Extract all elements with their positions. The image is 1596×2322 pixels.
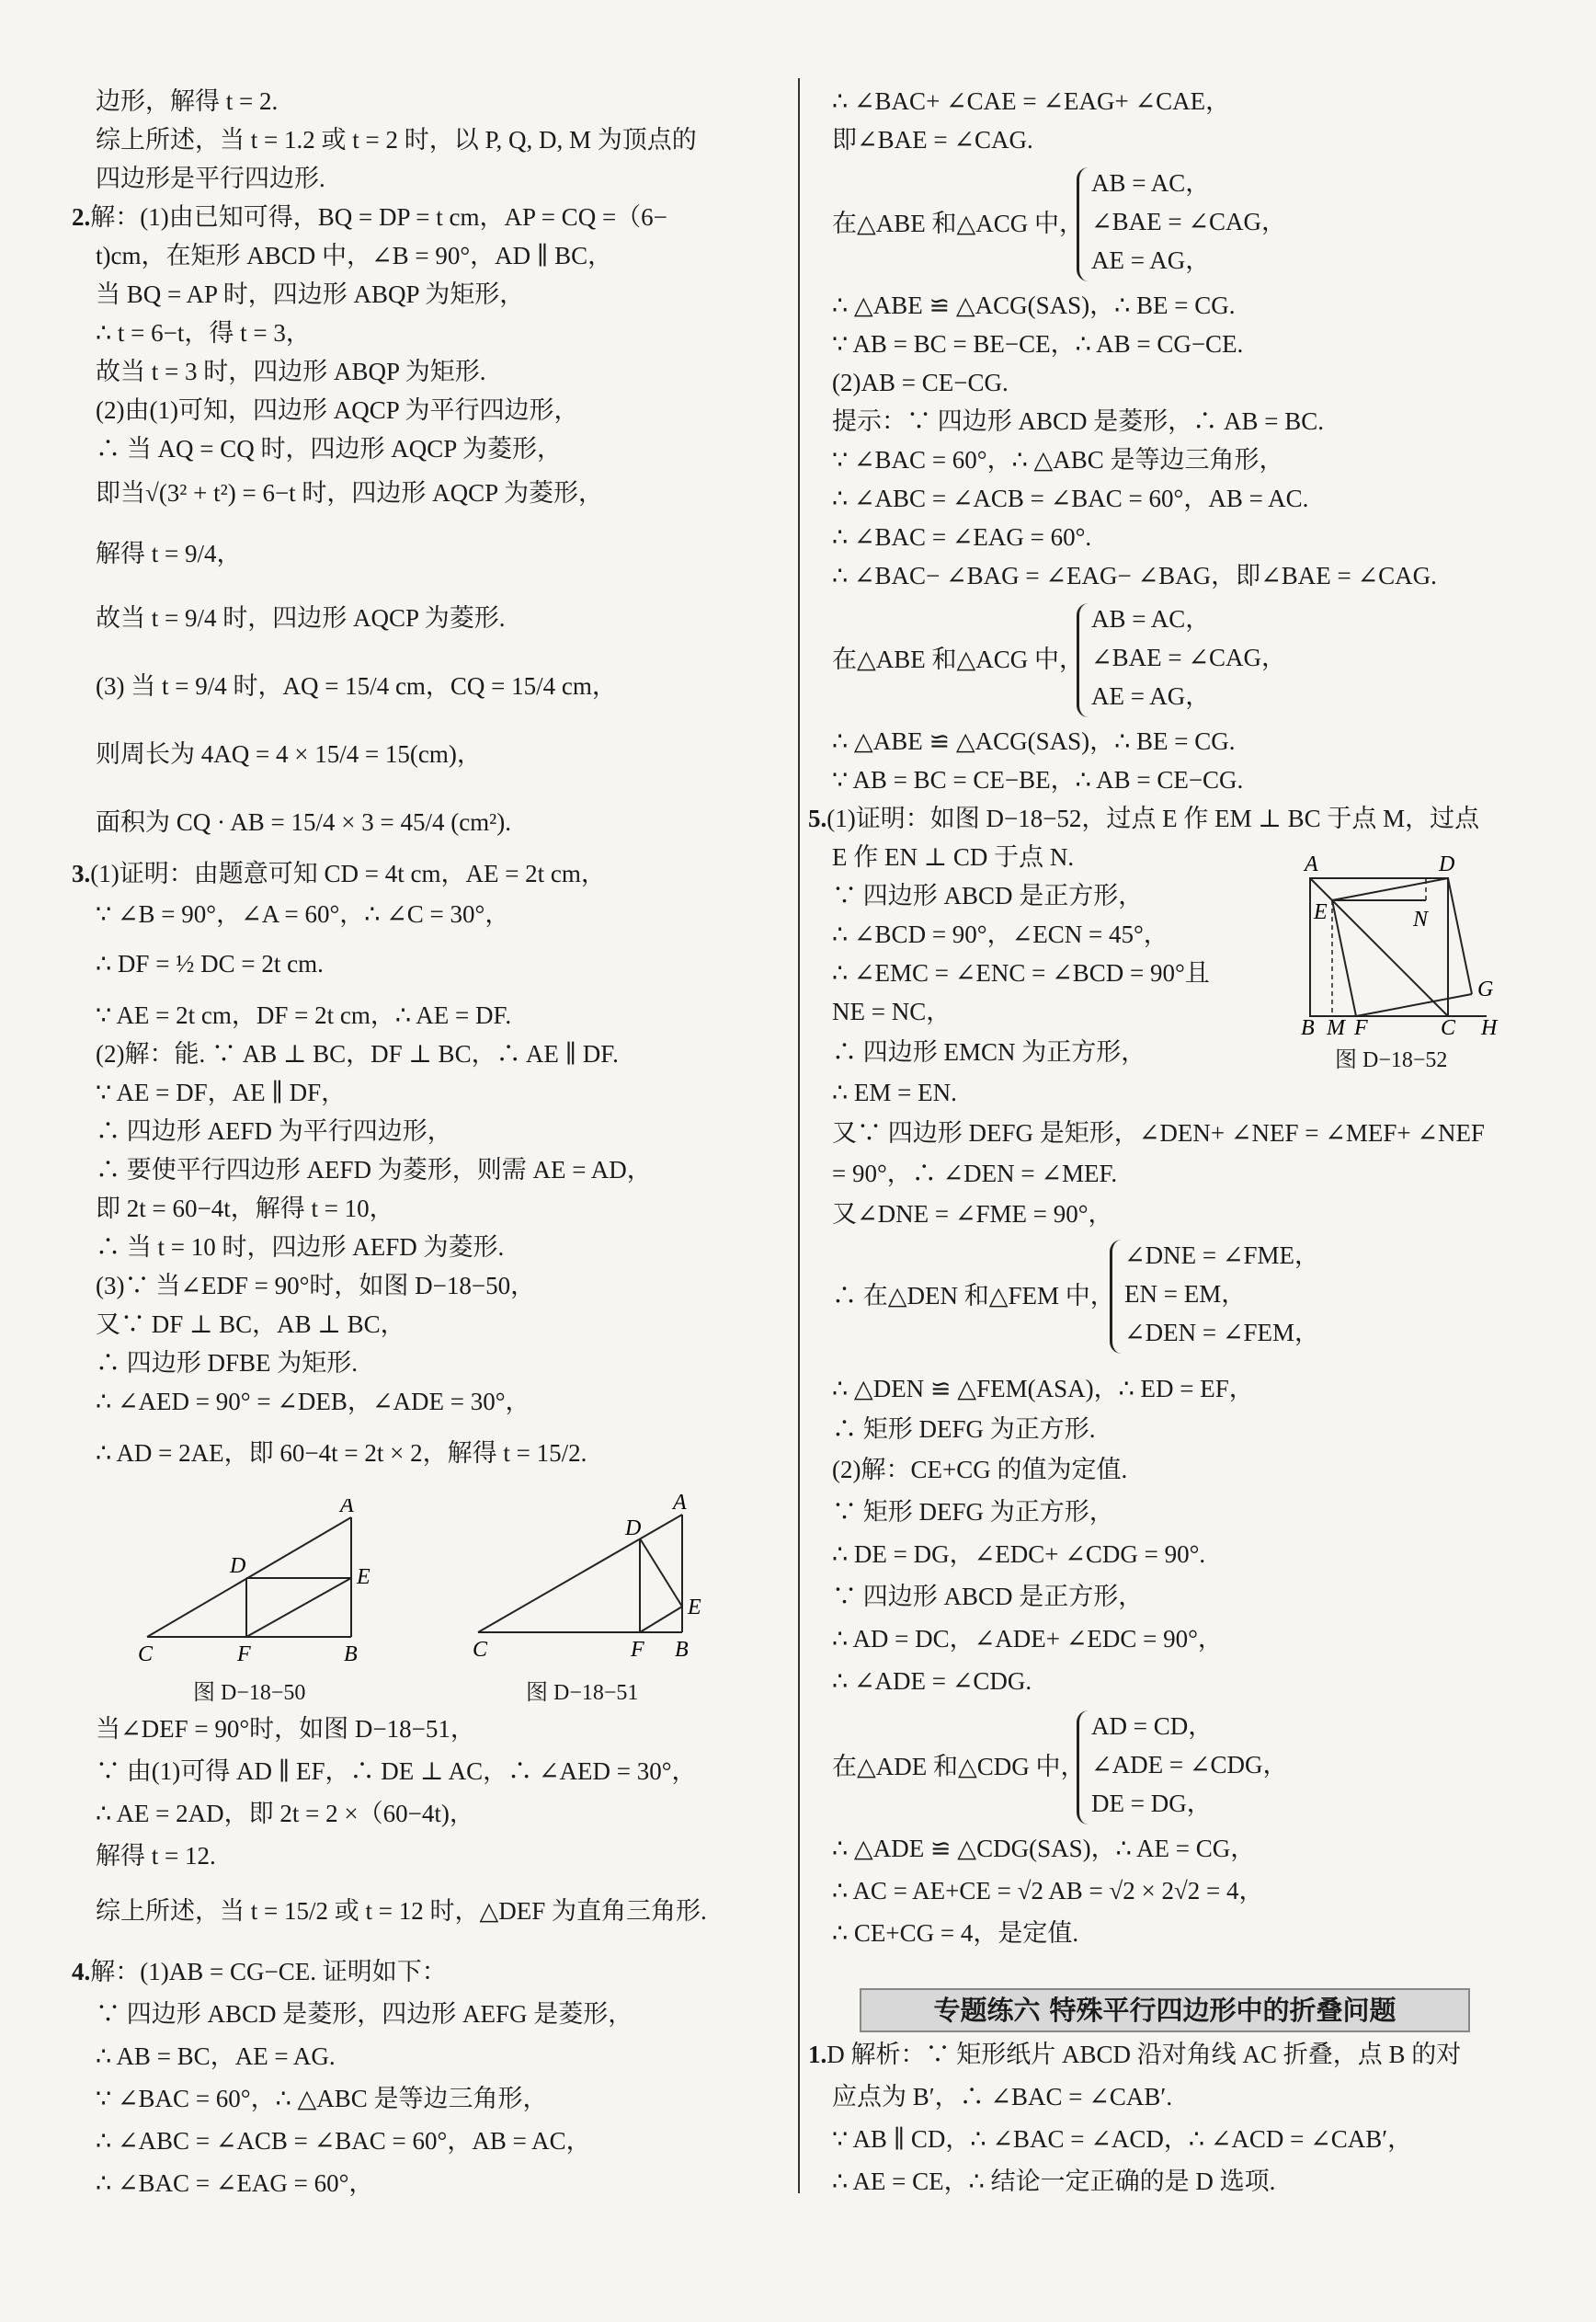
text-line <box>96 278 524 311</box>
text-line <box>832 482 1308 515</box>
line-text: ∵ AB = BC = CE−BE，∴ AB = CE−CG. <box>832 766 1244 794</box>
line-text: ∴ 当 AQ = CQ 时，四边形 AQCP 为菱形， <box>96 435 563 463</box>
text-line <box>96 1076 346 1109</box>
text-line <box>96 537 241 570</box>
line-text: ∴ ∠BAC = ∠EAG = 60°， <box>96 2169 374 2197</box>
line-text: ∴ ∠EMC = ∠ENC = ∠BCD = 90°且 <box>832 959 1210 987</box>
system-row: ∠BAE = ∠CAG， <box>1091 208 1286 235</box>
system-row: ∠BAE = ∠CAG， <box>1091 644 1286 671</box>
line-text: ∴ AE = 2AD，即 2t = 2 ×（60−4t)， <box>96 1800 474 1827</box>
text-line <box>832 2122 1412 2156</box>
line-text: ∴ △ADE ≌ △CDG(SAS)，∴ AE = CG， <box>832 1835 1256 1862</box>
text-line <box>96 2082 548 2115</box>
line-text: 故当 t = 9/4 时，四边形 AQCP 为菱形. <box>96 604 506 632</box>
system-row: ∠DNE = ∠FME， <box>1124 1241 1319 1269</box>
text-line <box>832 1413 1096 1446</box>
system-prefix: 在△ABE 和△ACG 中， <box>832 646 1085 673</box>
text-line <box>96 1755 697 1788</box>
system-row: AB = AC， <box>1091 605 1211 633</box>
line-text: 解得 t = 12. <box>96 1842 216 1870</box>
label-a: A <box>673 1494 687 1515</box>
line-text: ∴ △ABE ≌ △ACG(SAS)，∴ BE = CG. <box>832 292 1236 319</box>
line-text: (2)解：CE+CG 的值为定值. <box>832 1456 1128 1483</box>
line-text: ∵ AB = BC = BE−CE，∴ AB = CG−CE. <box>832 330 1244 358</box>
system-row: AB = AC， <box>1091 169 1211 197</box>
text-line <box>832 956 1210 989</box>
system-row: AE = AG， <box>1091 682 1211 710</box>
text-line <box>96 432 562 465</box>
line-text: ∵ 矩形 DEFG 为正方形， <box>832 1498 1114 1526</box>
line-text: ∴ 矩形 DEFG 为正方形. <box>832 1415 1096 1443</box>
line-text: NE = NC， <box>832 998 952 1025</box>
line-text: (2)解：能. ∵ AB ⊥ BC，DF ⊥ BC，∴ AE ∥ DF. <box>96 1040 619 1068</box>
line-text: ∴ EM = EN. <box>832 1079 957 1106</box>
item-number: 1. <box>808 2041 827 2068</box>
system-row: ∠DEN = ∠FEM， <box>1124 1319 1319 1346</box>
text-line <box>96 898 509 931</box>
text-line <box>96 1839 216 1872</box>
line-text: ∴ ∠AED = 90° = ∠DEB，∠ADE = 30°， <box>96 1388 530 1415</box>
text-line <box>96 999 511 1032</box>
figure-d-18-52-caption: 图 D−18−52 <box>1335 1048 1448 1072</box>
text-line <box>96 476 603 509</box>
line-text: ∴ t = 6−t，得 t = 3， <box>96 319 311 347</box>
label-f: F <box>631 1638 644 1662</box>
brace <box>1077 603 1089 717</box>
line-text: ∴ AB = BC，AE = AG. <box>96 2042 336 2070</box>
system-prefix: 在△ADE 和△CDG 中， <box>832 1753 1086 1780</box>
text-line <box>832 1197 1113 1230</box>
figure-d-18-50-caption: 图 D−18−50 <box>193 1681 306 1705</box>
text-line <box>832 1580 1143 1613</box>
text-line <box>96 1115 452 1148</box>
text-line <box>72 857 606 890</box>
label-e: E <box>1314 900 1328 924</box>
text-line <box>96 1308 405 1341</box>
line-text: ∴ AD = 2AE，即 60−4t = 2t × 2，解得 t = 15/2. <box>96 1439 587 1467</box>
line-text: (1)证明：由题意可知 CD = 4t cm，AE = 2t cm， <box>90 860 606 887</box>
text-line <box>832 520 1091 554</box>
text-line <box>832 1035 1146 1069</box>
line-text: 又∵ 四边形 DEFG 是矩形，∠DEN+ ∠NEF = ∠MEF+ ∠NEF <box>832 1119 1485 1147</box>
text-line <box>96 1797 474 1830</box>
line-text: 即当√(3² + t²) = 6−t 时，四边形 AQCP 为菱形， <box>96 479 603 507</box>
line-text: ∵ AE = 2t cm，DF = 2t cm，∴ AE = DF. <box>96 1001 512 1029</box>
text-line <box>832 763 1243 796</box>
label-c: C <box>473 1638 488 1662</box>
item-number: 4. <box>72 1958 91 1985</box>
line-text: ∴ AC = AE+CE = √2 AB = √2 × 2√2 = 4， <box>832 1877 1264 1904</box>
system-row: AD = CD， <box>1091 1712 1214 1740</box>
text-line <box>832 1622 1223 1655</box>
label-c: C <box>1441 1016 1456 1035</box>
line-text: 解：(1)由已知可得，BQ = DP = t cm，AP = CQ =（6− <box>90 203 667 231</box>
label-d: D <box>230 1554 246 1578</box>
line-text: ∴ △DEN ≌ △FEM(ASA)，∴ ED = EF， <box>832 1375 1254 1402</box>
line-text: ∴ DE = DG，∠EDC+ ∠CDG = 90°. <box>832 1540 1206 1568</box>
text-line <box>832 366 1009 399</box>
text-line <box>832 1372 1254 1405</box>
text-line <box>96 239 612 272</box>
label-n: N <box>1413 908 1429 932</box>
line-text: 综上所述，当 t = 1.2 或 t = 2 时，以 P, Q, D, M 为顶点的 <box>96 126 697 154</box>
text-line <box>96 738 482 771</box>
line-text: (2)AB = CE−CG. <box>832 369 1009 396</box>
line-text: ∴ 当 t = 10 时，四边形 AEFD 为菱形. <box>96 1233 505 1261</box>
item-number: 5. <box>808 805 827 832</box>
line-text: = 90°，∴ ∠DEN = ∠MEF. <box>832 1160 1118 1187</box>
line-text: 提示：∵ 四边形 ABCD 是菱形，∴ AB = BC. <box>832 407 1325 435</box>
brace <box>1110 1240 1122 1354</box>
text-line <box>96 85 278 118</box>
line-text: ∵ ∠BAC = 60°，∴ △ABC 是等边三角形， <box>832 446 1284 474</box>
text-line <box>96 1385 530 1418</box>
system-prefix: ∴ 在△DEN 和△FEM 中， <box>832 1282 1115 1310</box>
line-text: 四边形是平行四边形. <box>96 165 325 192</box>
text-line <box>832 995 951 1028</box>
text-line <box>832 327 1243 360</box>
brace <box>1077 1710 1089 1824</box>
text-line <box>96 355 486 388</box>
line-text: ∴ 四边形 AEFD 为平行四边形， <box>96 1117 452 1145</box>
line-text: ∴ 要使平行四边形 AEFD 为菱形，则需 AE = AD， <box>96 1156 652 1184</box>
text-line <box>832 123 1033 156</box>
text-line <box>832 443 1284 476</box>
text-line <box>832 2080 1172 2113</box>
line-text: 当∠DEF = 90°时，如图 D−18−51， <box>96 1715 475 1743</box>
text-line <box>808 2038 1461 2071</box>
text-line <box>96 669 617 703</box>
line-text: ∴ △ABE ≌ △ACG(SAS)，∴ BE = CG. <box>832 727 1236 755</box>
text-line <box>96 2040 336 2073</box>
brace <box>1077 167 1089 281</box>
label-d: D <box>1439 852 1455 876</box>
text-line <box>96 1436 587 1470</box>
label-b: B <box>1301 1016 1315 1035</box>
line-text: 即 2t = 60−4t，解得 t = 10， <box>96 1195 394 1222</box>
text-line <box>96 162 325 195</box>
text-line <box>96 2167 373 2200</box>
text-line <box>96 1037 619 1070</box>
text-line <box>72 200 667 234</box>
label-g: G <box>1477 978 1494 1001</box>
label-e: E <box>688 1596 701 1619</box>
text-line <box>832 2165 1275 2198</box>
line-text: ∵ 四边形 ABCD 是菱形，四边形 AEFG 是菱形， <box>96 2000 633 2028</box>
column-divider <box>798 78 800 2193</box>
line-text: ∵ AE = DF，AE ∥ DF， <box>96 1079 347 1106</box>
item-number: 3. <box>72 860 91 887</box>
line-text: 当 BQ = AP 时，四边形 ABQP 为矩形， <box>96 280 525 308</box>
text-line <box>96 601 506 635</box>
line-text: 面积为 CQ · AB = 15/4 × 3 = 45/4 (cm²). <box>96 808 512 836</box>
line-text: ∵ ∠B = 90°，∠A = 60°，∴ ∠C = 30°， <box>96 900 510 928</box>
text-line <box>832 918 1168 951</box>
text-line <box>72 1955 447 1988</box>
text-line <box>96 2124 591 2157</box>
text-line <box>832 289 1236 322</box>
figure-d-18-52 <box>1292 851 1508 1035</box>
text-line <box>96 1894 707 1927</box>
system-row: DE = DG， <box>1091 1790 1212 1817</box>
text-line <box>96 1153 652 1186</box>
text-line <box>832 405 1324 438</box>
figure-d-18-50 <box>138 1499 405 1674</box>
item-number: 2. <box>72 203 91 231</box>
line-text: (2)由(1)可知，四边形 AQCP 为平行四边形， <box>96 396 579 424</box>
system-row: AE = AG， <box>1091 246 1211 274</box>
line-text: 又∵ DF ⊥ BC，AB ⊥ BC， <box>96 1310 405 1338</box>
line-text: t)cm，在矩形 ABCD 中，∠B = 90°，AD ∥ BC， <box>96 242 613 269</box>
line-text: ∴ DF = ½ DC = 2t cm. <box>96 950 324 978</box>
label-f: F <box>1354 1016 1368 1035</box>
line-text: 即∠BAE = ∠CAG. <box>832 126 1033 154</box>
line-text: (3)∵ 当∠EDF = 90°时，如图 D−18−50， <box>96 1272 536 1299</box>
line-text: 故当 t = 3 时，四边形 ABQP 为矩形. <box>96 358 486 385</box>
line-text: D 解析：∵ 矩形纸片 ABCD 沿对角线 AC 折叠，点 B 的对 <box>826 2041 1462 2068</box>
line-text: 应点为 B′，∴ ∠BAC = ∠CAB′. <box>832 2083 1173 2110</box>
line-text: ∴ ∠ABC = ∠ACB = ∠BAC = 60°，AB = AC， <box>96 2127 591 2155</box>
system-row: EN = EM， <box>1124 1280 1247 1308</box>
label-c: C <box>138 1642 154 1666</box>
line-text: ∴ ∠BAC− ∠BAG = ∠EAG− ∠BAG，即∠BAE = ∠CAG. <box>832 562 1437 589</box>
label-b: B <box>675 1638 689 1662</box>
text-line <box>808 802 1479 835</box>
label-h: H <box>1481 1016 1498 1035</box>
line-text: ∴ ∠BAC = ∠EAG = 60°. <box>832 523 1092 551</box>
label-a: A <box>340 1499 354 1517</box>
label-m: M <box>1327 1016 1345 1035</box>
label-d: D <box>625 1516 642 1540</box>
line-text: 则周长为 4AQ = 4 × 15/4 = 15(cm)， <box>96 740 482 768</box>
text-line <box>832 1157 1117 1190</box>
text-line <box>832 1916 1078 1950</box>
label-f: F <box>237 1642 251 1666</box>
text-line <box>832 1664 1032 1698</box>
text-line <box>832 1832 1255 1865</box>
text-line <box>96 947 324 980</box>
label-a: A <box>1305 852 1318 876</box>
line-text: ∴ ∠ADE = ∠CDG. <box>832 1667 1032 1695</box>
text-line <box>96 1192 394 1225</box>
text-line <box>96 1712 475 1745</box>
section-banner: 专题练六 特殊平行四边形中的折叠问题 <box>860 1988 1470 2032</box>
line-text: ∴ AD = DC，∠ADE+ ∠EDC = 90°， <box>832 1625 1223 1653</box>
text-line <box>96 806 511 839</box>
text-line <box>832 1453 1127 1486</box>
figure-d-18-51-caption: 图 D−18−51 <box>526 1681 639 1705</box>
figure-d-18-51 <box>469 1494 735 1674</box>
text-line <box>96 394 578 427</box>
text-line <box>96 1997 633 2030</box>
line-text: 解得 t = 9/4， <box>96 540 242 567</box>
line-text: ∴ ∠ABC = ∠ACB = ∠BAC = 60°，AB = AC. <box>832 485 1309 512</box>
line-text: 又∠DNE = ∠FME = 90°， <box>832 1200 1113 1228</box>
text-line <box>832 559 1437 592</box>
line-text: ∴ 四边形 EMCN 为正方形， <box>832 1038 1146 1066</box>
text-line <box>832 725 1236 758</box>
line-text: ∵ 四边形 ABCD 是正方形， <box>832 882 1144 909</box>
label-e: E <box>357 1565 370 1589</box>
text-line <box>96 1230 504 1264</box>
line-text: ∵ 四边形 ABCD 是正方形， <box>832 1583 1144 1610</box>
system-prefix: 在△ABE 和△ACG 中， <box>832 210 1085 237</box>
line-text: ∴ ∠BCD = 90°，∠ECN = 45°， <box>832 921 1168 948</box>
text-line <box>832 1538 1205 1571</box>
line-text: (1)证明：如图 D−18−52，过点 E 作 EM ⊥ BC 于点 M，过点 <box>826 805 1480 832</box>
line-text: ∵ ∠BAC = 60°，∴ △ABC 是等边三角形， <box>96 2085 548 2112</box>
system-row: ∠ADE = ∠CDG， <box>1091 1751 1288 1779</box>
text-line <box>832 879 1143 912</box>
text-line <box>832 1874 1264 1907</box>
line-text: 边形，解得 t = 2. <box>96 87 279 115</box>
line-text: ∴ AE = CE，∴ 结论一定正确的是 D 选项. <box>832 2168 1276 2195</box>
line-text: ∴ CE+CG = 4，是定值. <box>832 1919 1079 1947</box>
text-line <box>96 123 697 156</box>
line-text: ∴ 四边形 DFBE 为矩形. <box>96 1349 359 1377</box>
line-text: ∵ 由(1)可得 AD ∥ EF，∴ DE ⊥ AC，∴ ∠AED = 30°， <box>96 1757 697 1785</box>
line-text: ∴ ∠BAC+ ∠CAE = ∠EAG+ ∠CAE， <box>832 87 1231 115</box>
text-line <box>96 1346 358 1379</box>
text-line <box>832 85 1230 118</box>
text-line <box>96 316 311 349</box>
line-text: E 作 EN ⊥ CD 于点 N. <box>832 843 1075 871</box>
text-line <box>832 841 1074 874</box>
text-line <box>832 1495 1114 1528</box>
text-line <box>832 1116 1485 1150</box>
text-line <box>96 1269 535 1302</box>
text-line <box>832 1076 957 1109</box>
line-text: (3) 当 t = 9/4 时，AQ = 15/4 cm，CQ = 15/4 cm， <box>96 672 617 700</box>
line-text: ∵ AB ∥ CD，∴ ∠BAC = ∠ACD，∴ ∠ACD = ∠CAB′， <box>832 2125 1413 2153</box>
label-b: B <box>344 1642 358 1666</box>
line-text: 综上所述，当 t = 15/2 或 t = 12 时，△DEF 为直角三角形. <box>96 1897 707 1925</box>
line-text: 解：(1)AB = CG−CE. 证明如下： <box>90 1958 447 1985</box>
